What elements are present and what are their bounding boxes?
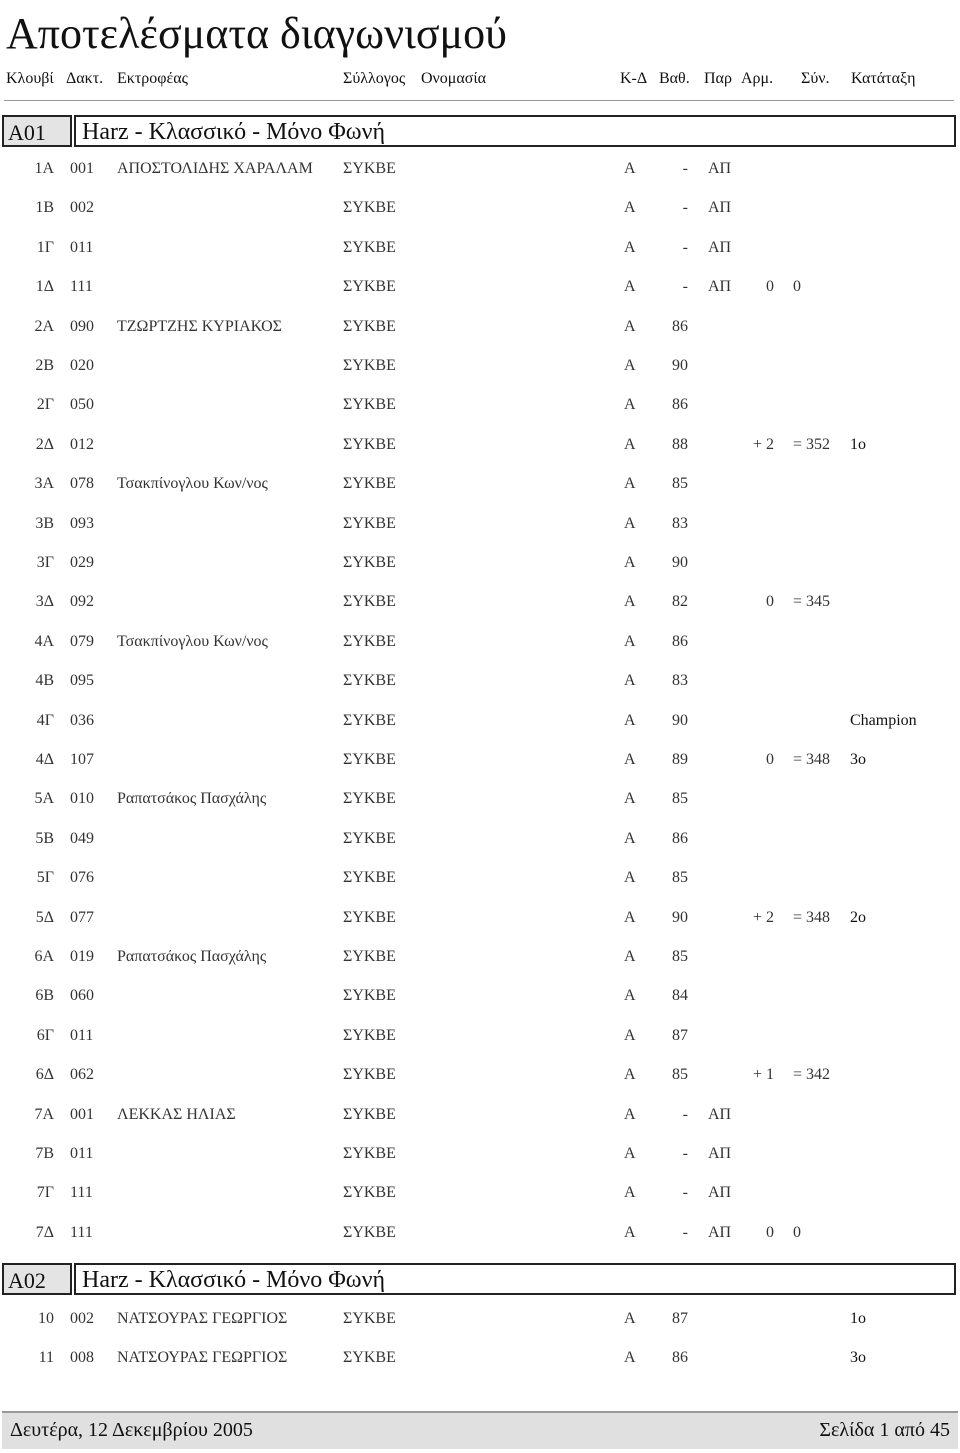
cell-num: 076 <box>70 869 94 887</box>
cell-name: Ραπατσάκος Πασχάλης <box>117 948 267 965</box>
cell-club: ΣΥΚΒΕ <box>343 751 396 768</box>
cell-num: 050 <box>70 396 94 414</box>
cell-club: ΣΥΚΒΕ <box>343 672 396 690</box>
cell-pos: 6Α <box>34 948 54 965</box>
cell-extra: 0 <box>766 278 774 296</box>
cell-num: 019 <box>70 948 94 965</box>
cell-num: 078 <box>70 475 94 493</box>
cell-class: Α <box>624 475 636 493</box>
cell-club: ΣΥΚΒΕ <box>343 1349 396 1367</box>
cell-club: ΣΥΚΒΕ <box>343 475 396 493</box>
table-row <box>0 702 960 741</box>
cell-num: 011 <box>70 1145 94 1162</box>
cell-club: ΣΥΚΒΕ <box>343 554 396 571</box>
table-row <box>0 386 960 425</box>
cell-extra: 0 <box>766 751 774 768</box>
cell-class: Α <box>624 514 636 532</box>
cell-class: Α <box>624 1145 636 1162</box>
cell-pos: 6Β <box>35 987 54 1005</box>
cell-club: ΣΥΚΒΕ <box>343 1066 396 1084</box>
cell-pos: 4Γ <box>36 711 54 729</box>
table-row <box>0 465 960 504</box>
cell-pos: 7Γ <box>36 1184 54 1202</box>
cell-score: - <box>682 278 688 296</box>
cell-club: ΣΥΚΒΕ <box>343 1145 396 1162</box>
cell-pos: 10 <box>38 1310 54 1327</box>
cell-num: 012 <box>70 435 94 453</box>
col-cage: Κλουβί <box>6 70 54 87</box>
cell-pos: 6Γ <box>36 1026 54 1044</box>
cell-num: 060 <box>70 987 94 1005</box>
col-name: Ονομασία <box>421 70 487 87</box>
cell-club: ΣΥΚΒΕ <box>343 1105 396 1123</box>
cell-class: Α <box>624 829 636 847</box>
cell-name: Ραπατσάκος Πασχάλης <box>117 790 267 808</box>
cell-class: Α <box>624 396 636 414</box>
cell-total: = 345 <box>793 593 831 611</box>
cell-class: Α <box>624 948 636 965</box>
cell-rank: Champion <box>850 711 917 729</box>
cell-class: Α <box>624 711 636 729</box>
cell-score: 83 <box>672 672 688 690</box>
cell-score: 87 <box>672 1026 688 1044</box>
cell-score: 83 <box>672 514 688 532</box>
cell-class: Α <box>624 672 636 690</box>
cell-num: 111 <box>70 1223 93 1241</box>
col-ring: Δακτ. <box>66 70 104 87</box>
cell-pos: 3Β <box>35 514 54 532</box>
category-code: A01 <box>2 115 72 147</box>
cell-class: Α <box>624 1105 636 1123</box>
cell-extra: 0 <box>766 593 774 611</box>
cell-num: 049 <box>70 829 94 847</box>
cell-status: ΑΠ <box>708 238 732 256</box>
cell-club: ΣΥΚΒΕ <box>343 593 396 611</box>
cell-num: 001 <box>70 160 94 177</box>
cell-pos: 4Δ <box>35 751 54 768</box>
cell-num: 029 <box>70 554 94 571</box>
cell-class: Α <box>624 790 636 808</box>
cell-extra: + 2 <box>752 435 774 453</box>
cell-club: ΣΥΚΒΕ <box>343 1184 396 1202</box>
table-row <box>0 662 960 701</box>
cell-pos: 7Β <box>35 1145 54 1162</box>
cell-num: 107 <box>70 751 94 768</box>
cell-name: ΛΕΚΚΑΣ ΗΛΙΑΣ <box>117 1105 236 1123</box>
table-row <box>0 1214 960 1253</box>
cell-name: ΑΠΟΣΤΟΛΙΔΗΣ ΧΑΡΑΛΑΜ <box>117 160 313 177</box>
table-row <box>0 426 960 465</box>
page-footer <box>2 1411 958 1449</box>
page-title: Αποτελέσματα διαγωνισμού <box>6 9 507 58</box>
cell-class: Α <box>624 199 636 217</box>
cell-score: 86 <box>672 396 688 414</box>
cell-score: - <box>682 1105 688 1123</box>
cell-name: ΝΑΤΣΟΥΡΑΣ ΓΕΩΡΓΙΟΣ <box>117 1310 288 1327</box>
cell-pos: 1Γ <box>36 238 54 256</box>
cell-num: 011 <box>70 1026 94 1044</box>
footer-date: Δευτέρα, 12 Δεκεμβρίου 2005 <box>10 1419 253 1441</box>
cell-club: ΣΥΚΒΕ <box>343 199 396 217</box>
category-name: Harz - Κλασσικό - Μόνο Φωνή <box>74 1263 956 1295</box>
cell-club: ΣΥΚΒΕ <box>343 829 396 847</box>
cell-pos: 4Β <box>35 672 54 690</box>
table-row <box>0 347 960 386</box>
cell-status: ΑΠ <box>708 1184 732 1202</box>
column-header <box>0 70 960 96</box>
table-row <box>0 820 960 859</box>
table-row <box>0 977 960 1016</box>
cell-pos: 3Α <box>34 475 54 493</box>
cell-num: 010 <box>70 790 94 808</box>
cell-class: Α <box>624 238 636 256</box>
cell-pos: 2Δ <box>35 435 54 453</box>
cell-pos: 7Δ <box>35 1223 54 1241</box>
cell-club: ΣΥΚΒΕ <box>343 435 396 453</box>
table-row <box>0 189 960 228</box>
cell-score: 86 <box>672 317 688 335</box>
cell-status: ΑΠ <box>708 199 732 217</box>
cell-class: Α <box>624 1184 636 1202</box>
cell-extra: + 2 <box>752 908 774 926</box>
cell-rank: 1ο <box>850 435 866 453</box>
cell-pos: 1Β <box>35 199 54 217</box>
cell-status: ΑΠ <box>708 1223 732 1241</box>
cell-rank: 3ο <box>850 751 866 768</box>
cell-score: 85 <box>672 1066 688 1084</box>
cell-num: 020 <box>70 357 94 374</box>
cell-club: ΣΥΚΒΕ <box>343 948 396 965</box>
cell-pos: 7Α <box>34 1105 54 1123</box>
cell-score: - <box>682 199 688 217</box>
cell-class: Α <box>624 554 636 571</box>
cell-class: Α <box>624 908 636 926</box>
cell-pos: 3Δ <box>35 593 54 611</box>
cell-rank: 2ο <box>850 908 866 926</box>
cell-num: 090 <box>70 317 94 335</box>
cell-club: ΣΥΚΒΕ <box>343 987 396 1005</box>
cell-name: Τσακπίνογλου Κων/νος <box>117 632 268 650</box>
cell-club: ΣΥΚΒΕ <box>343 1310 396 1327</box>
cell-class: Α <box>624 632 636 650</box>
cell-extra: + 1 <box>752 1066 774 1084</box>
table-row <box>0 1096 960 1135</box>
cell-rank: 3ο <box>850 1349 866 1367</box>
cell-club: ΣΥΚΒΕ <box>343 632 396 650</box>
cell-total: = 348 <box>793 751 831 768</box>
cell-status: ΑΠ <box>708 1105 732 1123</box>
cell-class: Α <box>624 1026 636 1044</box>
table-row <box>0 938 960 977</box>
cell-class: Α <box>624 357 636 374</box>
cell-score: - <box>682 1184 688 1202</box>
cell-score: 85 <box>672 475 688 493</box>
cell-score: 90 <box>672 908 688 926</box>
table-row <box>0 544 960 583</box>
col-par: Παρ <box>704 70 732 87</box>
table-row <box>0 1017 960 1056</box>
cell-class: Α <box>624 593 636 611</box>
cell-num: 036 <box>70 711 94 729</box>
cell-score: 85 <box>672 948 688 965</box>
cell-num: 008 <box>70 1349 94 1367</box>
cell-club: ΣΥΚΒΕ <box>343 317 396 335</box>
table-row <box>0 268 960 307</box>
table-row <box>0 1339 960 1378</box>
cell-class: Α <box>624 278 636 296</box>
cell-extra: 0 <box>766 1223 774 1241</box>
col-score: Βαθ. <box>659 70 690 87</box>
cell-pos: 2Β <box>35 357 54 374</box>
cell-status: ΑΠ <box>708 1145 732 1162</box>
cell-class: Α <box>624 1349 636 1367</box>
cell-club: ΣΥΚΒΕ <box>343 278 396 296</box>
cell-club: ΣΥΚΒΕ <box>343 160 396 177</box>
table-row <box>0 1300 960 1339</box>
cell-club: ΣΥΚΒΕ <box>343 711 396 729</box>
cell-score: - <box>682 1223 688 1241</box>
col-harm: Αρμ. <box>741 70 774 87</box>
table-row <box>0 583 960 622</box>
cell-pos: 6Δ <box>35 1066 54 1084</box>
cell-score: 82 <box>672 593 688 611</box>
cell-club: ΣΥΚΒΕ <box>343 908 396 926</box>
cell-club: ΣΥΚΒΕ <box>343 790 396 808</box>
cell-score: 85 <box>672 790 688 808</box>
category-name: Harz - Κλασσικό - Μόνο Φωνή <box>74 115 956 147</box>
table-row <box>0 229 960 268</box>
cell-score: 84 <box>672 987 688 1005</box>
cell-pos: 1Δ <box>35 278 54 296</box>
cell-pos: 3Γ <box>36 554 54 571</box>
cell-club: ΣΥΚΒΕ <box>343 1223 396 1241</box>
cell-pos: 2Α <box>34 317 54 335</box>
col-club: Σύλλογος <box>343 70 406 87</box>
cell-class: Α <box>624 160 636 177</box>
cell-score: 86 <box>672 1349 688 1367</box>
cell-score: 86 <box>672 632 688 650</box>
cell-total: = 348 <box>793 908 831 926</box>
category-header <box>0 115 960 149</box>
cell-total: = 342 <box>793 1066 831 1084</box>
cell-class: Α <box>624 987 636 1005</box>
table-row <box>0 780 960 819</box>
cell-score: - <box>682 1145 688 1162</box>
cell-class: Α <box>624 1310 636 1327</box>
table-row <box>0 623 960 662</box>
table-row <box>0 741 960 780</box>
col-kd: Κ-Δ <box>620 70 648 87</box>
cell-name: Τσακπίνογλου Κων/νος <box>117 475 268 493</box>
cell-pos: 4Α <box>34 632 54 650</box>
cell-score: 87 <box>672 1310 688 1327</box>
cell-name: ΤΖΩΡΤΖΗΣ ΚΥΡΙΑΚΟΣ <box>117 317 282 335</box>
cell-score: - <box>682 160 688 177</box>
cell-club: ΣΥΚΒΕ <box>343 357 396 374</box>
cell-total: 0 <box>793 1223 801 1241</box>
cell-pos: 5Β <box>35 829 54 847</box>
cell-pos: 5Γ <box>36 869 54 887</box>
cell-status: ΑΠ <box>708 160 732 177</box>
col-breeder: Εκτροφέας <box>117 70 188 87</box>
table-row <box>0 859 960 898</box>
cell-total: = 352 <box>793 435 831 453</box>
cell-num: 002 <box>70 1310 94 1327</box>
cell-score: 86 <box>672 829 688 847</box>
cell-rank: 1ο <box>850 1310 866 1327</box>
cell-status: ΑΠ <box>708 278 732 296</box>
cell-club: ΣΥΚΒΕ <box>343 1026 396 1044</box>
cell-num: 062 <box>70 1066 94 1084</box>
cell-num: 002 <box>70 199 94 217</box>
cell-score: - <box>682 238 688 256</box>
col-ranking: Κατάταξη <box>851 70 916 87</box>
cell-num: 092 <box>70 593 94 611</box>
cell-num: 077 <box>70 908 94 926</box>
cell-num: 111 <box>70 1184 93 1202</box>
cell-pos: 2Γ <box>36 396 54 414</box>
cell-name: ΝΑΤΣΟΥΡΑΣ ΓΕΩΡΓΙΟΣ <box>117 1349 288 1367</box>
cell-pos: 1Α <box>34 160 54 177</box>
cell-class: Α <box>624 435 636 453</box>
cell-num: 011 <box>70 238 94 256</box>
table-row <box>0 505 960 544</box>
table-row <box>0 1056 960 1095</box>
cell-num: 001 <box>70 1105 94 1123</box>
cell-class: Α <box>624 751 636 768</box>
cell-score: 85 <box>672 869 688 887</box>
header-divider <box>4 100 954 101</box>
cell-class: Α <box>624 1223 636 1241</box>
cell-pos: 5Α <box>34 790 54 808</box>
cell-class: Α <box>624 317 636 335</box>
table-row <box>0 899 960 938</box>
cell-club: ΣΥΚΒΕ <box>343 238 396 256</box>
cell-total: 0 <box>793 278 801 296</box>
cell-class: Α <box>624 1066 636 1084</box>
cell-club: ΣΥΚΒΕ <box>343 869 396 887</box>
table-row <box>0 150 960 189</box>
cell-score: 90 <box>672 357 688 374</box>
cell-num: 079 <box>70 632 94 650</box>
cell-score: 90 <box>672 554 688 571</box>
category-code: A02 <box>2 1263 72 1295</box>
cell-club: ΣΥΚΒΕ <box>343 514 396 532</box>
table-row <box>0 308 960 347</box>
cell-score: 89 <box>672 751 688 768</box>
cell-num: 095 <box>70 672 94 690</box>
category-header <box>0 1263 960 1297</box>
cell-num: 093 <box>70 514 94 532</box>
col-total: Σύν. <box>801 70 830 87</box>
table-row <box>0 1174 960 1213</box>
cell-num: 111 <box>70 278 93 296</box>
cell-score: 90 <box>672 711 688 729</box>
cell-pos: 11 <box>38 1349 54 1367</box>
cell-club: ΣΥΚΒΕ <box>343 396 396 414</box>
cell-pos: 5Δ <box>35 908 54 926</box>
table-row <box>0 1135 960 1174</box>
footer-page-number: Σελίδα 1 από 45 <box>819 1419 950 1441</box>
cell-class: Α <box>624 869 636 887</box>
cell-score: 88 <box>672 435 688 453</box>
